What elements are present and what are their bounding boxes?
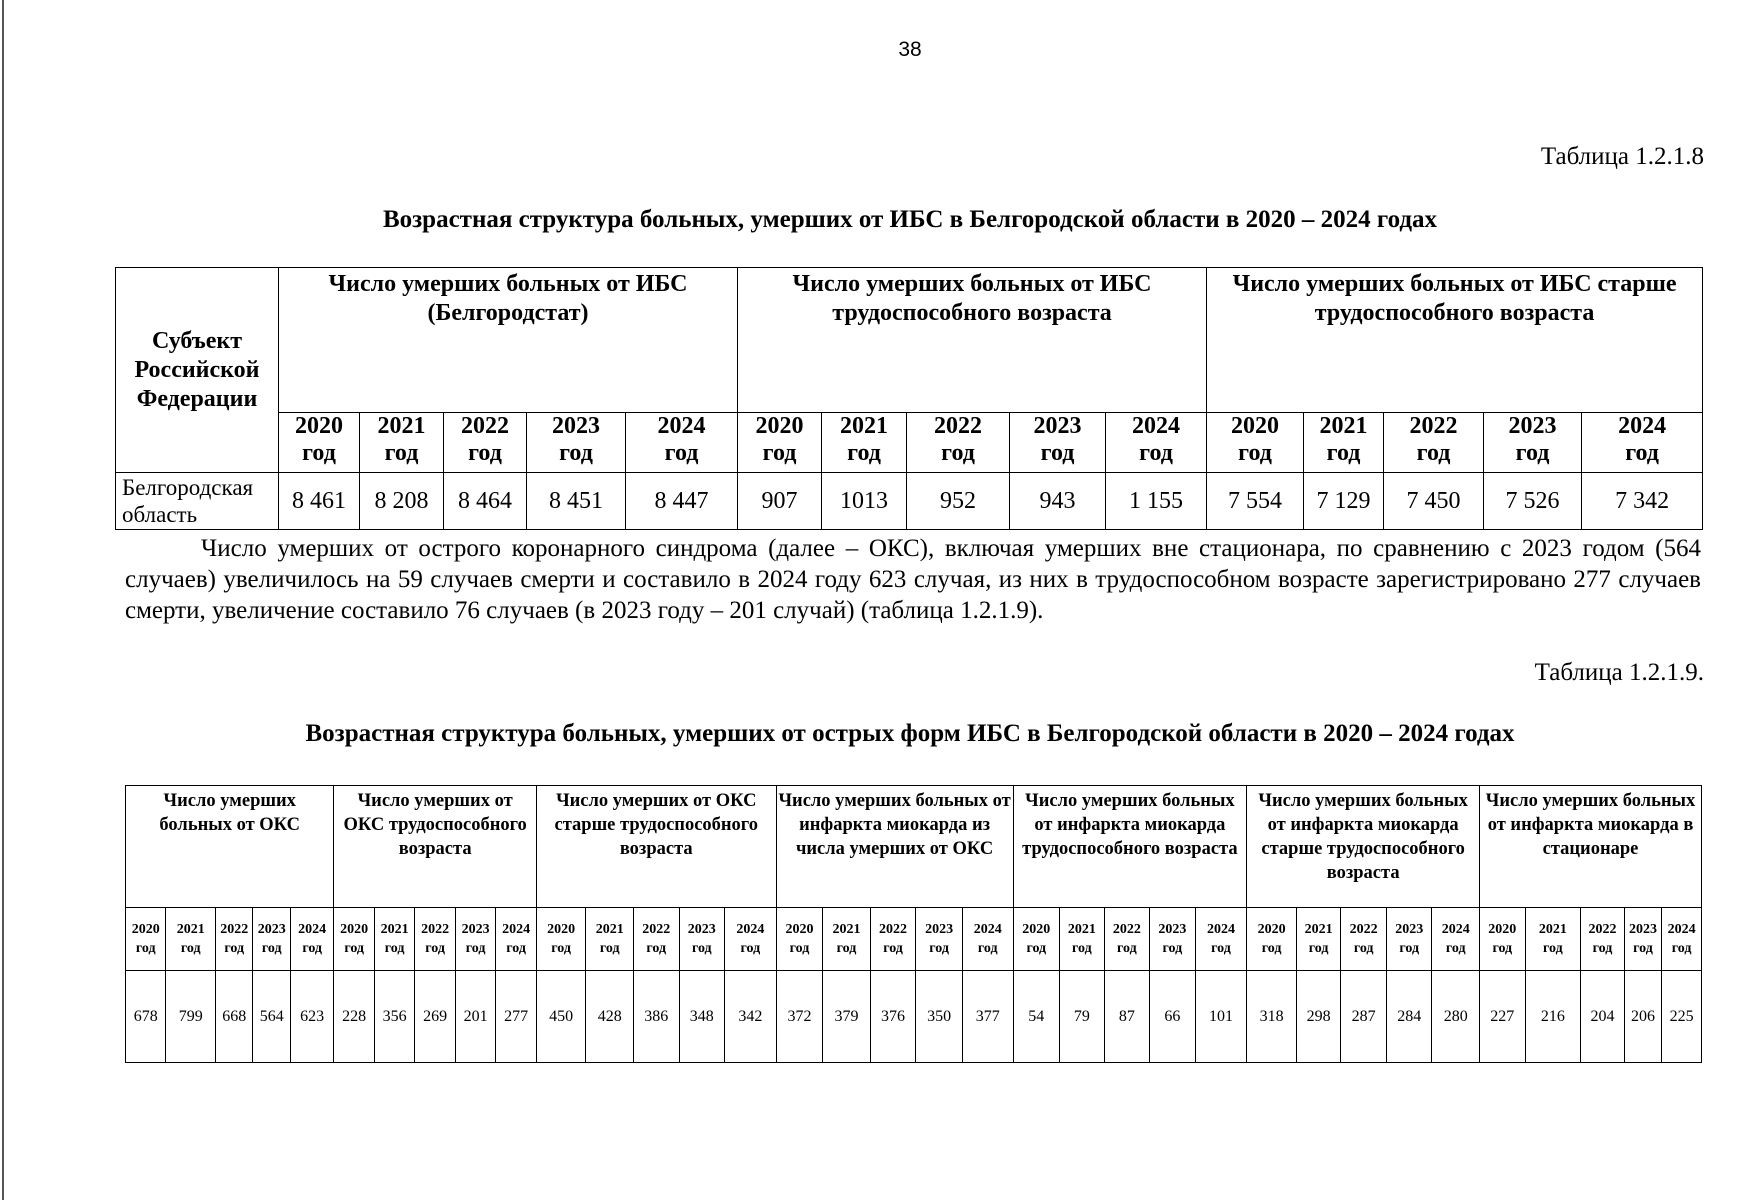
year-word: год: [468, 440, 502, 466]
year-number: 2024: [1618, 413, 1667, 439]
year-word: год: [1326, 440, 1361, 466]
table2-value-cell: 377: [962, 971, 1013, 1063]
year-number: 2020: [547, 922, 576, 937]
table2-year-header: [823, 908, 871, 971]
table2-year-header: [1386, 908, 1432, 971]
year-word: год: [883, 941, 903, 956]
table1-caption: Таблица 1.2.1.8: [1540, 143, 1704, 170]
table1-year-header: [1207, 413, 1304, 473]
year-number: 2021: [832, 922, 861, 937]
table1-group-header: Число умерших больных от ИБС трудоспособного возраста: [738, 268, 1207, 413]
year-word: год: [551, 941, 571, 956]
table2-value-cell: 269: [415, 971, 455, 1063]
table2-value-cell: 204: [1581, 971, 1625, 1063]
table2: [125, 785, 1702, 1063]
year-number: 2023: [687, 922, 716, 937]
table2-value-cell: 342: [725, 971, 777, 1063]
table2-year-header: [1247, 908, 1297, 971]
year-number: 2020: [1231, 413, 1280, 439]
table2-year-header: [166, 908, 216, 971]
table2-group-header: Число умерших больных от инфаркта миокарда трудоспособного возраста: [1013, 786, 1247, 908]
table1-year-header: [360, 413, 444, 473]
table1-year-header: [1582, 413, 1703, 473]
table2-year-header: [415, 908, 455, 971]
year-word: год: [135, 941, 156, 956]
table1-value-cell: 8 208: [360, 473, 444, 530]
year-word: год: [384, 440, 419, 466]
year-number: 2020: [755, 413, 804, 439]
table2-value-cell: 348: [679, 971, 725, 1063]
table2-year-header: [253, 908, 290, 971]
year-number: 2023: [552, 413, 600, 439]
table2-year-header: [962, 908, 1013, 971]
table1-year-header: [1304, 413, 1384, 473]
table1-value-cell: 8 461: [279, 473, 360, 530]
table1-value-cell: 7 129: [1304, 473, 1384, 530]
year-word: год: [740, 941, 761, 956]
table1-value-cell: 8 447: [626, 473, 738, 530]
table2-year-header: [586, 908, 634, 971]
table2-value-cell: 54: [1013, 971, 1060, 1063]
table1-value-cell: 7 342: [1582, 473, 1703, 530]
table1-value-cell: 8 451: [527, 473, 626, 530]
year-word: год: [941, 440, 975, 466]
year-word: год: [1071, 941, 1092, 956]
year-number: 2024: [657, 413, 706, 439]
year-number: 2021: [176, 922, 205, 937]
table2-title: Возрастная структура больных, умерших от острых форм ИБС в Белгородской области в 2020 – 2024 годах: [305, 720, 1515, 747]
year-word: год: [344, 941, 365, 956]
year-number: 2024: [736, 922, 765, 937]
year-word: год: [1261, 941, 1282, 956]
table2-value-cell: 450: [536, 971, 586, 1063]
year-number: 2021: [1538, 922, 1567, 937]
year-word: год: [762, 440, 797, 466]
table2-year-header: [1060, 908, 1105, 971]
year-word: год: [1416, 440, 1451, 466]
table1-value-cell: 1 155: [1106, 473, 1207, 530]
year-number: 2023: [1033, 413, 1082, 439]
table2-value-cell: 372: [776, 971, 823, 1063]
table1: [115, 267, 1703, 530]
table2-year-header: [1104, 908, 1150, 971]
year-number: 2021: [380, 922, 409, 937]
year-number: 2024: [298, 922, 327, 937]
table2-year-header: [290, 908, 334, 971]
year-word: год: [302, 440, 336, 466]
table2-year-header: [1662, 908, 1702, 971]
table2-group-header: Число умерших больных от инфаркта миокарда старше трудоспособного возраста: [1247, 786, 1480, 908]
year-number: 2024: [1441, 922, 1470, 937]
table2-year-header: [1624, 908, 1661, 971]
year-number: 2022: [461, 413, 509, 439]
table2-year-header: [633, 908, 679, 971]
year-word: год: [1117, 941, 1137, 956]
year-word: год: [1040, 440, 1075, 466]
table2-year-header: [455, 908, 495, 971]
table2-year-header: [1525, 908, 1581, 971]
year-word: год: [836, 941, 857, 956]
year-number: 2021: [840, 413, 889, 439]
table2-value-cell: 66: [1150, 971, 1196, 1063]
year-number: 2023: [1628, 922, 1657, 937]
table2-value-cell: 350: [916, 971, 963, 1063]
year-number: 2023: [257, 922, 286, 937]
body-paragraph: Число умерших от острого коронарного синдрома (далее – ОКС), включая умерших вне стационара, по сравнению с 2023 годом (564 случаев) увеличилось на 59 случаев смерти и составило в 2024 году 623 случая, из них в трудоспособном возрасте зарегистрировано 277 случаев смерти, увеличение составило 76 случаев (в 2023 году – 201 случай) (таблица 1.2.1.9).: [125, 535, 1701, 624]
table2-year-header: [1581, 908, 1625, 971]
table1-year-header: [1106, 413, 1207, 473]
year-number: 2023: [1508, 413, 1557, 439]
table2-year-header: [126, 908, 166, 971]
table1-value-cell: 943: [1010, 473, 1106, 530]
table2-value-cell: 678: [126, 971, 166, 1063]
table1-year-header: [279, 413, 360, 473]
table1-region-cell: Белгородская область: [116, 473, 279, 530]
year-word: год: [929, 941, 949, 956]
table1-value-cell: 7 554: [1207, 473, 1304, 530]
year-number: 2022: [934, 413, 983, 439]
year-number: 2024: [1206, 922, 1235, 937]
table2-group-header: Число умерших от ОКС трудоспособного возраста: [334, 786, 536, 908]
table2-value-cell: 298: [1296, 971, 1341, 1063]
year-word: год: [664, 440, 699, 466]
table1-group-header: Число умерших больных от ИБС старше трудоспособного возраста: [1207, 268, 1703, 413]
year-number: 2020: [1257, 922, 1286, 937]
year-number: 2021: [1319, 413, 1368, 439]
year-number: 2021: [595, 922, 624, 937]
year-number: 2020: [340, 922, 369, 937]
table2-year-header: [679, 908, 725, 971]
table2-year-header: [1480, 908, 1526, 971]
page-edge: [2, 0, 4, 1200]
table1-year-header: [444, 413, 527, 473]
year-word: год: [302, 941, 323, 956]
table2-caption: Таблица 1.2.1.9.: [1534, 659, 1704, 686]
table2-value-cell: 87: [1104, 971, 1150, 1063]
year-number: 2020: [131, 922, 160, 937]
year-word: год: [977, 941, 998, 956]
year-number: 2024: [1667, 922, 1696, 937]
year-number: 2021: [1304, 922, 1333, 937]
table1-year-header: [907, 413, 1010, 473]
table1-value-cell: 8 464: [444, 473, 527, 530]
year-word: год: [559, 440, 593, 466]
year-word: год: [1162, 941, 1183, 956]
table1-value-cell: 7 526: [1484, 473, 1582, 530]
table2-year-header: [776, 908, 823, 971]
table1-group-header: Число умерших больных от ИБС (Белгородстат): [279, 268, 738, 413]
year-word: год: [1515, 440, 1550, 466]
table2-value-cell: 225: [1662, 971, 1702, 1063]
year-word: год: [224, 941, 245, 956]
year-number: 2022: [1349, 922, 1378, 937]
year-word: год: [425, 941, 445, 956]
table2-value-cell: 379: [823, 971, 871, 1063]
page-number: 38: [898, 38, 922, 61]
year-number: 2020: [295, 413, 343, 439]
table2-year-header: [1432, 908, 1480, 971]
table1-value-cell: 1013: [822, 473, 907, 530]
table1-year-header: [1010, 413, 1106, 473]
table2-year-header: [916, 908, 963, 971]
year-word: год: [1633, 941, 1653, 956]
year-word: год: [646, 941, 667, 956]
year-word: год: [1139, 440, 1173, 466]
table1-year-header: [1484, 413, 1582, 473]
table2-year-header: [216, 908, 253, 971]
table2-year-header: [870, 908, 916, 971]
year-word: год: [599, 941, 620, 956]
year-number: 2023: [1395, 922, 1424, 937]
table1-value-cell: 7 450: [1384, 473, 1484, 530]
year-word: год: [1592, 941, 1613, 956]
year-number: 2024: [1132, 413, 1181, 439]
year-word: год: [465, 941, 486, 956]
table1-year-header: [822, 413, 907, 473]
table1-value-cell: 907: [738, 473, 822, 530]
table2-year-header: [1341, 908, 1387, 971]
table2-group-header: Число умерших больных от инфаркта миокарда из числа умерших от ОКС: [776, 786, 1013, 908]
table2-group-header: Число умерших от ОКС старше трудоспособного возраста: [536, 786, 776, 908]
table2-value-cell: 206: [1624, 971, 1661, 1063]
year-number: 2022: [1588, 922, 1617, 937]
year-word: год: [789, 941, 810, 956]
table1-year-header: [626, 413, 738, 473]
table2-year-header: [536, 908, 586, 971]
table1-title: Возрастная структура больных, умерших от ИБС в Белгородской области в 2020 – 2024 годах: [382, 206, 1438, 233]
table2-value-cell: 668: [216, 971, 253, 1063]
table2-value-cell: 101: [1195, 971, 1247, 1063]
year-word: год: [1625, 440, 1659, 466]
year-word: год: [1492, 941, 1513, 956]
year-number: 2024: [502, 922, 531, 937]
table2-value-cell: 228: [334, 971, 374, 1063]
table2-value-cell: 428: [586, 971, 634, 1063]
year-number: 2022: [1409, 413, 1458, 439]
table2-year-header: [334, 908, 374, 971]
table1-year-header: [738, 413, 822, 473]
table1-subject-header: Субъект Российской Федерации: [116, 268, 279, 473]
year-word: год: [1445, 941, 1466, 956]
year-number: 2021: [377, 413, 426, 439]
year-number: 2023: [461, 922, 490, 937]
year-number: 2023: [1158, 922, 1187, 937]
year-number: 2022: [879, 922, 908, 937]
year-word: год: [1308, 941, 1329, 956]
table2-value-cell: 318: [1247, 971, 1297, 1063]
year-number: 2022: [642, 922, 671, 937]
year-word: год: [1026, 941, 1047, 956]
year-number: 2022: [220, 922, 249, 937]
year-word: год: [384, 941, 405, 956]
year-number: 2022: [1112, 922, 1141, 937]
table2-value-cell: 386: [633, 971, 679, 1063]
table2-value-cell: 79: [1060, 971, 1105, 1063]
table2-year-header: [1296, 908, 1341, 971]
year-number: 2024: [973, 922, 1002, 937]
table2-value-cell: 623: [290, 971, 334, 1063]
year-number: 2020: [1488, 922, 1517, 937]
table2-value-cell: 799: [166, 971, 216, 1063]
table2-year-header: [1013, 908, 1060, 971]
table2-value-cell: 277: [496, 971, 537, 1063]
year-number: 2021: [1067, 922, 1096, 937]
table2-year-header: [374, 908, 414, 971]
table2-value-cell: 287: [1341, 971, 1387, 1063]
year-word: год: [691, 941, 712, 956]
year-word: год: [1399, 941, 1420, 956]
table2-group-header: Число умерших больных от ОКС: [126, 786, 334, 908]
year-word: год: [1671, 941, 1692, 956]
year-word: год: [847, 440, 881, 466]
table2-value-cell: 356: [374, 971, 414, 1063]
table1-value-cell: 952: [907, 473, 1010, 530]
year-number: 2022: [421, 922, 450, 937]
table2-group-header: Число умерших больных от инфаркта миокарда в стационаре: [1480, 786, 1702, 908]
year-word: год: [506, 941, 526, 956]
year-word: год: [1543, 941, 1563, 956]
table2-value-cell: 376: [870, 971, 916, 1063]
year-number: 2023: [925, 922, 954, 937]
table2-value-cell: 564: [253, 971, 290, 1063]
table2-year-header: [1150, 908, 1196, 971]
table2-year-header: [496, 908, 537, 971]
table2-value-cell: 201: [455, 971, 495, 1063]
table1-year-header: [527, 413, 626, 473]
table2-value-cell: 227: [1480, 971, 1526, 1063]
year-word: год: [1211, 941, 1231, 956]
year-word: год: [180, 941, 201, 956]
year-word: год: [1353, 941, 1374, 956]
table2-value-cell: 216: [1525, 971, 1581, 1063]
year-number: 2020: [785, 922, 814, 937]
table2-year-header: [725, 908, 777, 971]
table2-value-cell: 284: [1386, 971, 1432, 1063]
table2-value-cell: 280: [1432, 971, 1480, 1063]
year-number: 2020: [1022, 922, 1051, 937]
table1-year-header: [1384, 413, 1484, 473]
year-word: год: [1238, 440, 1272, 466]
year-word: год: [261, 941, 282, 956]
table2-year-header: [1195, 908, 1247, 971]
